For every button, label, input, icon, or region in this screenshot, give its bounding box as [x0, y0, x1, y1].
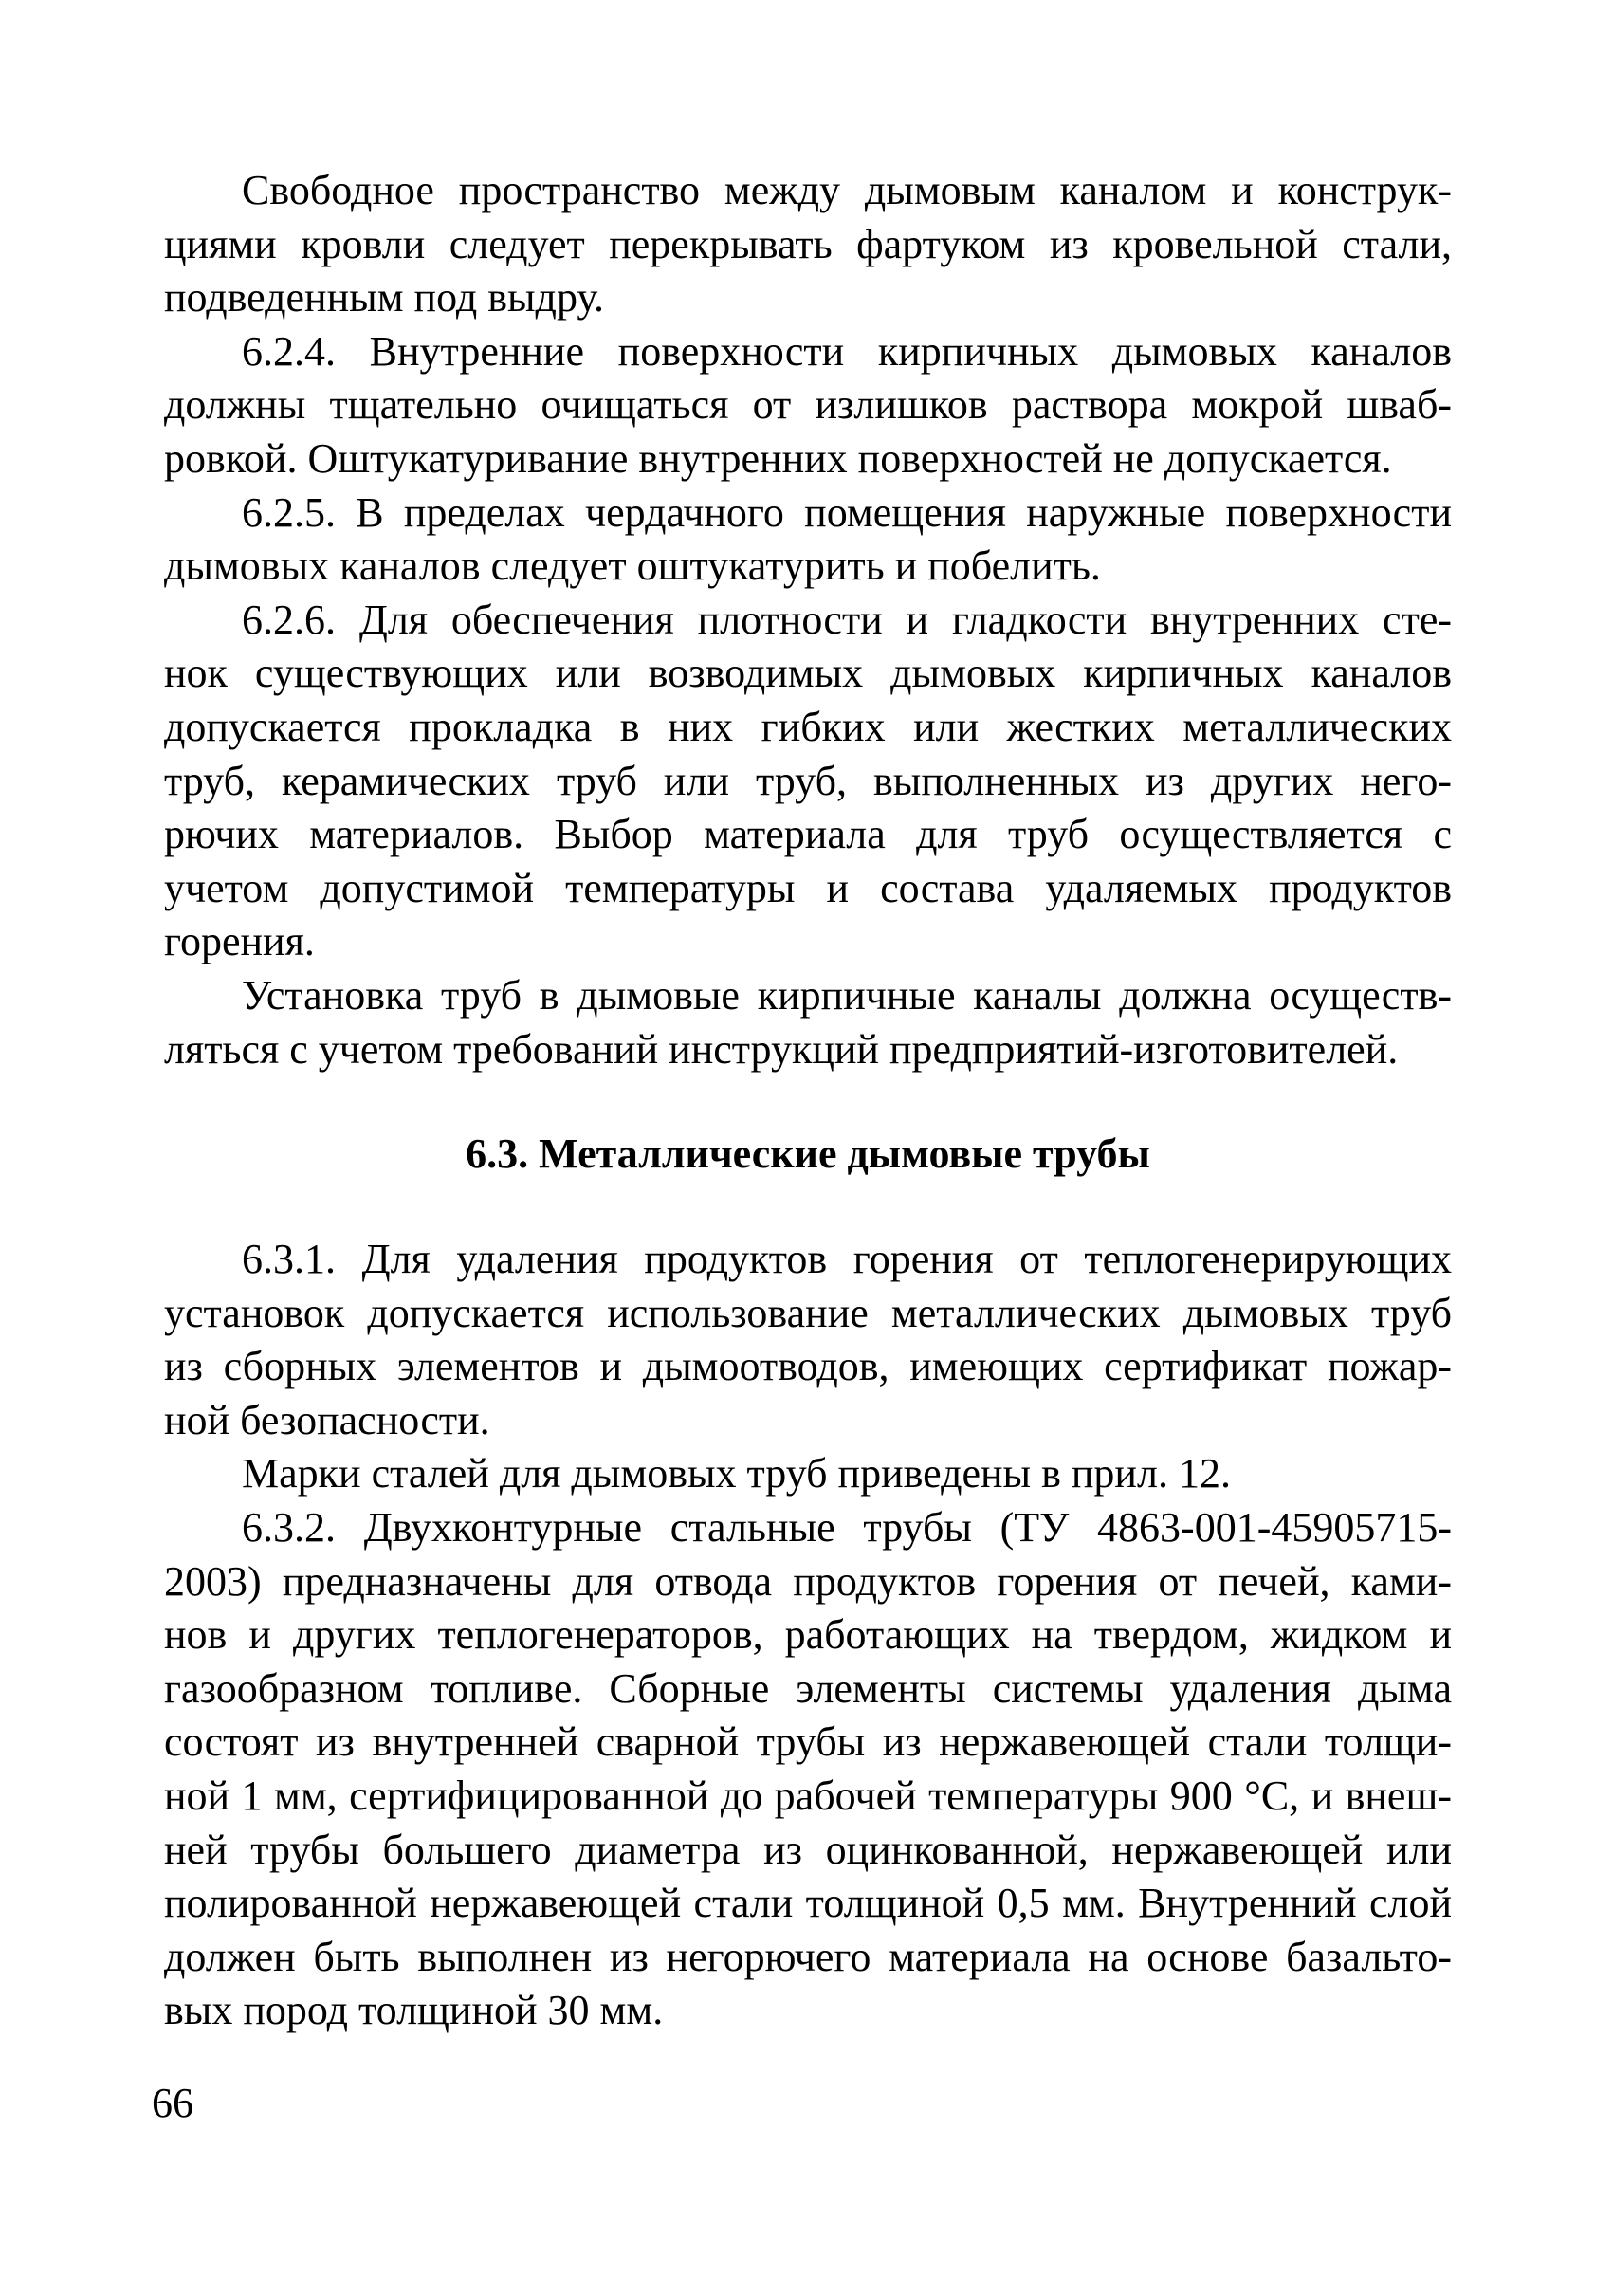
paragraph [164, 594, 1452, 969]
text-line: газообразном топливе. Сборные элементы системы удаления дыма [164, 1664, 1452, 1712]
text-line: вых пород толщиной 30 мм. [164, 1987, 664, 2034]
paragraph [164, 1501, 1452, 2038]
page-number: 66 [152, 2080, 193, 2126]
text-line: учетом допустимой температуры и состава удаляемых продуктов [164, 864, 1452, 911]
paragraph [164, 487, 1452, 594]
text-line: нов и других теплогенераторов, работающих на твердом, жидком и [164, 1611, 1452, 1659]
section-6-3-text [164, 1233, 1452, 2038]
text-line: должен быть выполнен из негорючего материала на основе базальто- [164, 1933, 1452, 1980]
text-line: горения. [164, 918, 315, 965]
text-line: полированной нержавеющей стали толщиной 0,5 мм. Внутренний слой [164, 1880, 1452, 1927]
paragraph [164, 325, 1452, 487]
text-line: 6.3.2. Двухконтурные стальные трубы (ТУ 4863-001-45905715- [242, 1503, 1452, 1551]
text-line: подведенным под выдру. [164, 274, 604, 321]
text-line: нок существующих или возводимых дымовых кирпичных каналов [164, 650, 1452, 697]
text-line: ной 1 мм, сертифицированной до рабочей температуры 900 °С, и внеш- [164, 1772, 1452, 1819]
text-line: допускается прокладка в них гибких или жестких металлических [164, 703, 1452, 750]
text-line: установок допускается использование металлических дымовых труб [164, 1289, 1452, 1336]
text-line: ней трубы большего диаметра из оцинкованной, нержавеющей или [164, 1826, 1452, 1873]
paragraph [164, 969, 1452, 1076]
text-line: рючих материалов. Выбор материала для труб осуществляется с [164, 811, 1452, 858]
text-line: 6.2.6. Для обеспечения плотности и гладкости внутренних сте- [242, 596, 1452, 643]
section-6-2-text [164, 164, 1452, 1076]
text-line: ной безопасности. [164, 1396, 490, 1443]
text-line: 6.2.5. В пределах чердачного помещения наружные поверхности [242, 488, 1452, 536]
text-line: из сборных элементов и дымоотводов, имеющих сертификат пожар- [164, 1343, 1452, 1390]
paragraph [164, 1233, 1452, 1447]
paragraph [164, 1447, 1452, 1501]
text-line: должны тщательно очищаться от излишков раствора мокрой шваб- [164, 381, 1452, 429]
section-heading: 6.3. Металлические дымовые трубы [466, 1130, 1150, 1177]
text-line: состоят из внутренней сварной трубы из нержавеющей стали толщи- [164, 1718, 1452, 1766]
text-line: 6.3.1. Для удаления продуктов горения от теплогенерирующих [242, 1236, 1452, 1282]
text-line: Свободное пространство между дымовым каналом и конструк- [242, 167, 1452, 213]
text-line: Марки сталей для дымовых труб приведены в прил. 12. [242, 1450, 1231, 1497]
text-line: циями кровли следует перекрывать фартуком из кровельной стали, [164, 220, 1452, 267]
text-line: труб, керамических труб или труб, выполненных из других него- [164, 757, 1452, 804]
text-line: дымовых каналов следует оштукатурить и побелить. [164, 542, 1101, 590]
text-line: 2003) предназначены для отвода продуктов горения от печей, ками- [164, 1557, 1452, 1605]
text-line: ляться с учетом требований инструкций предприятий-изготовителей. [164, 1025, 1399, 1073]
paragraph [164, 164, 1452, 325]
text-line: Установка труб в дымовые кирпичные каналы должна осуществ- [242, 971, 1452, 1019]
text-line: ровкой. Оштукатуривание внутренних поверхностей не допускается. [164, 434, 1392, 482]
text-line: 6.2.4. Внутренние поверхности кирпичных дымовых каналов [242, 327, 1452, 375]
